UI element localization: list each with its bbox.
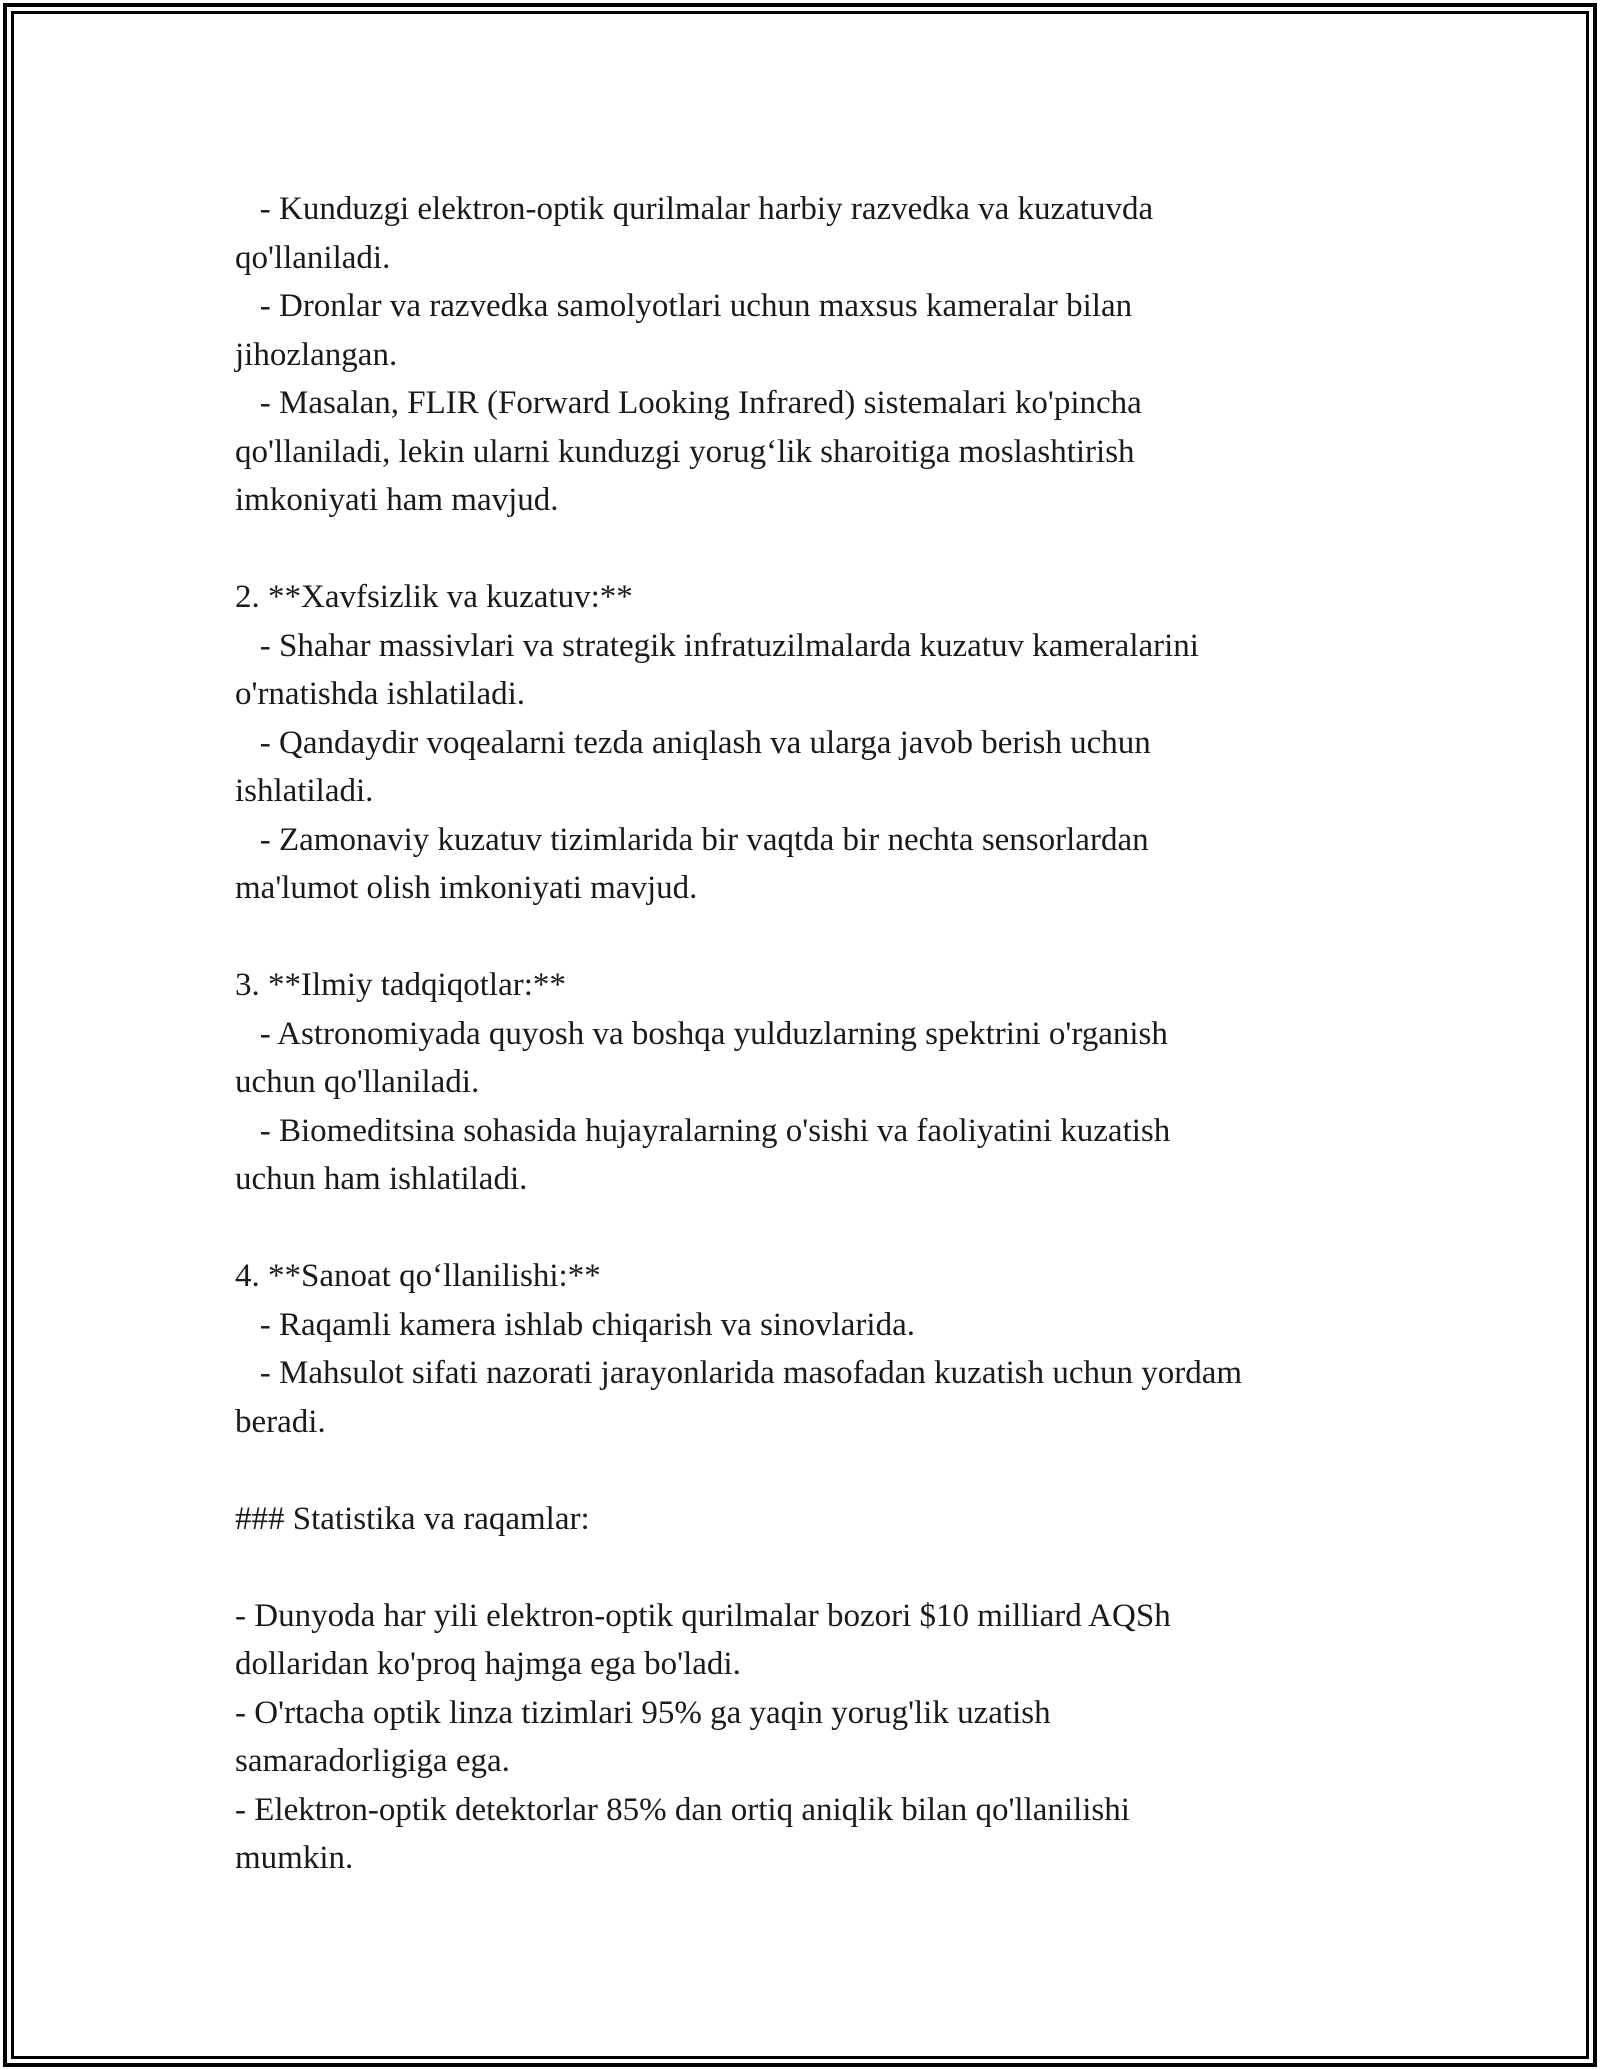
text-line: - Zamonaviy kuzatuv tizimlarida bir vaqtda bir nechta sensorlardan xyxy=(235,821,1149,858)
text-line: - Raqamli kamera ishlab chiqarish va sinovlarida. xyxy=(235,1306,915,1343)
text-line: - Kunduzgi elektron-optik qurilmalar harbiy razvedka va kuzatuvda xyxy=(235,191,1154,227)
document-body xyxy=(235,185,1435,1883)
text-line: ishlatiladi. xyxy=(235,773,374,809)
text-line: - Dronlar va razvedka samolyotlari uchun maxsus kameralar bilan xyxy=(235,288,1133,324)
section-heading: 3. **Ilmiy tadqiqotlar:** xyxy=(235,967,566,1003)
text-line: - Astronomiyada quyosh va boshqa yulduzlarning spektrini o'rganish xyxy=(235,1015,1168,1052)
text-line: - O'rtacha optik linza tizimlari 95% ga yaqin yorug'lik uzatish xyxy=(235,1694,1051,1731)
text-line: - Qandaydir voqealarni tezda aniqlash va ularga javob berish uchun xyxy=(235,724,1151,761)
text-line: beradi. xyxy=(235,1403,326,1440)
text-line: o'rnatishda ishlatiladi. xyxy=(235,676,526,712)
blank-line xyxy=(235,1543,1435,1592)
text-line: uchun ham ishlatiladi. xyxy=(235,1161,528,1197)
text-line: samaradorligiga ega. xyxy=(235,1743,510,1779)
section-heading: 4. **Sanoat qo‘llanilishi:** xyxy=(235,1258,601,1294)
text-line: ma'lumot olish imkoniyati mavjud. xyxy=(235,870,698,906)
blank-line xyxy=(235,1204,1435,1253)
text-line: mumkin. xyxy=(235,1840,354,1876)
blank-line xyxy=(235,1446,1435,1495)
text-line: uchun qo'llaniladi. xyxy=(235,1064,480,1100)
text-line: - Shahar massivlari va strategik infratuzilmalarda kuzatuv kameralarini xyxy=(235,627,1199,664)
text-line: imkoniyati ham mavjud. xyxy=(235,482,559,518)
blank-line xyxy=(235,525,1435,574)
text-line: - Mahsulot sifati nazorati jarayonlarida masofadan kuzatish uchun yordam xyxy=(235,1355,1243,1391)
text-line: - Masalan, FLIR (Forward Looking Infrared) sistemalari ko'pincha xyxy=(235,385,1142,421)
text-line: - Dunyoda har yili elektron-optik qurilmalar bozori $10 milliard AQSh xyxy=(235,1597,1171,1634)
text-line: dollaridan ko'proq hajmga ega bo'ladi. xyxy=(235,1646,741,1682)
section-heading: 2. **Xavfsizlik va kuzatuv:** xyxy=(235,579,633,615)
text-line: jihozlangan. xyxy=(235,336,398,373)
text-line: qo'llaniladi. xyxy=(235,239,391,276)
text-line: - Biomeditsina sohasida hujayralarning o'sishi va faoliyatini kuzatish xyxy=(235,1112,1171,1149)
text-line: qo'llaniladi, lekin ularni kunduzgi yorug‘lik sharoitiga moslashtirish xyxy=(235,433,1135,470)
statistics-heading: ### Statistika va raqamlar: xyxy=(235,1500,590,1537)
blank-line xyxy=(235,913,1435,962)
text-line: - Elektron-optik detektorlar 85% dan ortiq aniqlik bilan qo'llanilishi xyxy=(235,1791,1130,1828)
